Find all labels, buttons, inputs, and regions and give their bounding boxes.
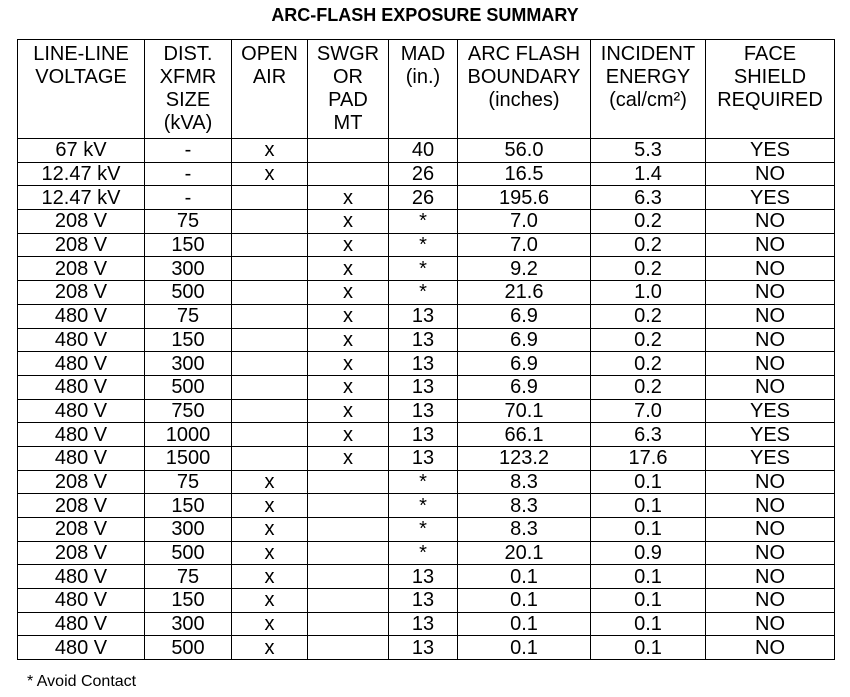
- cell-mad: 13: [389, 328, 458, 352]
- cell-swgr-pad-mt: [308, 494, 389, 518]
- cell-xfmr-size: 150: [145, 589, 232, 613]
- cell-arc-flash-boundary: 7.0: [458, 210, 591, 234]
- header-line: (inches): [488, 89, 560, 111]
- cell-mad: 13: [389, 423, 458, 447]
- cell-open-air: [232, 352, 308, 376]
- cell-voltage: 12.47 kV: [18, 186, 145, 210]
- cell-swgr-pad-mt: [308, 518, 389, 542]
- cell-incident-energy: 0.1: [591, 589, 706, 613]
- cell-swgr-pad-mt: x: [308, 233, 389, 257]
- cell-xfmr-size: 1000: [145, 423, 232, 447]
- table-row: [18, 186, 835, 210]
- cell-voltage: 480 V: [18, 375, 145, 399]
- header-row: [18, 40, 835, 139]
- column-header-swgr-pad-mt: [308, 40, 389, 139]
- table-row: [18, 446, 835, 470]
- cell-xfmr-size: 150: [145, 494, 232, 518]
- cell-face-shield: NO: [706, 470, 835, 494]
- cell-mad: *: [389, 470, 458, 494]
- table-row: [18, 589, 835, 613]
- cell-voltage: 480 V: [18, 589, 145, 613]
- cell-swgr-pad-mt: x: [308, 399, 389, 423]
- cell-xfmr-size: -: [145, 139, 232, 163]
- cell-arc-flash-boundary: 56.0: [458, 139, 591, 163]
- cell-voltage: 480 V: [18, 636, 145, 660]
- cell-mad: *: [389, 233, 458, 257]
- table-row: [18, 328, 835, 352]
- cell-voltage: 67 kV: [18, 139, 145, 163]
- footnote: * Avoid Contact: [27, 673, 137, 690]
- cell-open-air: [232, 233, 308, 257]
- cell-swgr-pad-mt: [308, 139, 389, 163]
- cell-arc-flash-boundary: 20.1: [458, 541, 591, 565]
- table-row: [18, 636, 835, 660]
- cell-incident-energy: 0.9: [591, 541, 706, 565]
- arc-flash-table: [17, 39, 835, 660]
- cell-swgr-pad-mt: x: [308, 304, 389, 328]
- cell-incident-energy: 0.2: [591, 257, 706, 281]
- header-line: OPEN: [241, 43, 298, 65]
- cell-open-air: x: [232, 470, 308, 494]
- cell-swgr-pad-mt: x: [308, 446, 389, 470]
- header-line: INCIDENT: [600, 43, 696, 65]
- cell-voltage: 208 V: [18, 210, 145, 234]
- cell-voltage: 208 V: [18, 257, 145, 281]
- cell-xfmr-size: 75: [145, 470, 232, 494]
- cell-swgr-pad-mt: [308, 589, 389, 613]
- cell-swgr-pad-mt: x: [308, 210, 389, 234]
- cell-face-shield: YES: [706, 399, 835, 423]
- cell-incident-energy: 0.1: [591, 518, 706, 542]
- header-line: SWGR: [316, 43, 380, 65]
- cell-open-air: x: [232, 541, 308, 565]
- cell-open-air: x: [232, 565, 308, 589]
- cell-arc-flash-boundary: 66.1: [458, 423, 591, 447]
- header-line: REQUIRED: [717, 89, 823, 111]
- cell-mad: 13: [389, 565, 458, 589]
- cell-swgr-pad-mt: x: [308, 423, 389, 447]
- cell-open-air: [232, 304, 308, 328]
- header-line: OR: [333, 66, 363, 88]
- cell-mad: *: [389, 518, 458, 542]
- cell-open-air: [232, 399, 308, 423]
- cell-xfmr-size: 750: [145, 399, 232, 423]
- table-row: [18, 257, 835, 281]
- cell-incident-energy: 5.3: [591, 139, 706, 163]
- cell-voltage: 480 V: [18, 304, 145, 328]
- cell-voltage: 208 V: [18, 518, 145, 542]
- table-row: [18, 541, 835, 565]
- header-line: ENERGY: [605, 66, 691, 88]
- cell-open-air: x: [232, 162, 308, 186]
- cell-swgr-pad-mt: [308, 612, 389, 636]
- cell-xfmr-size: 500: [145, 281, 232, 305]
- column-header-voltage: [18, 40, 145, 139]
- cell-voltage: 480 V: [18, 399, 145, 423]
- header-line: DIST.: [163, 43, 213, 65]
- cell-incident-energy: 0.2: [591, 328, 706, 352]
- cell-arc-flash-boundary: 6.9: [458, 328, 591, 352]
- cell-incident-energy: 0.1: [591, 494, 706, 518]
- header-line: PAD: [328, 89, 368, 111]
- cell-mad: 40: [389, 139, 458, 163]
- cell-face-shield: YES: [706, 186, 835, 210]
- cell-voltage: 480 V: [18, 352, 145, 376]
- cell-incident-energy: 0.1: [591, 470, 706, 494]
- cell-open-air: x: [232, 589, 308, 613]
- cell-xfmr-size: 1500: [145, 446, 232, 470]
- cell-face-shield: NO: [706, 233, 835, 257]
- cell-face-shield: NO: [706, 281, 835, 305]
- cell-voltage: 480 V: [18, 612, 145, 636]
- cell-face-shield: YES: [706, 446, 835, 470]
- cell-incident-energy: 0.1: [591, 565, 706, 589]
- column-header-open-air: [232, 40, 308, 139]
- cell-mad: *: [389, 494, 458, 518]
- cell-incident-energy: 0.2: [591, 304, 706, 328]
- cell-incident-energy: 17.6: [591, 446, 706, 470]
- cell-xfmr-size: 500: [145, 375, 232, 399]
- cell-mad: 13: [389, 375, 458, 399]
- header-line: (kVA): [163, 112, 213, 134]
- table-body: [18, 139, 835, 660]
- cell-face-shield: NO: [706, 612, 835, 636]
- cell-open-air: x: [232, 139, 308, 163]
- cell-mad: 26: [389, 186, 458, 210]
- table-row: [18, 399, 835, 423]
- cell-face-shield: NO: [706, 304, 835, 328]
- cell-voltage: 208 V: [18, 470, 145, 494]
- table-row: [18, 375, 835, 399]
- cell-xfmr-size: 75: [145, 304, 232, 328]
- cell-mad: 13: [389, 589, 458, 613]
- cell-xfmr-size: 150: [145, 328, 232, 352]
- table-row: [18, 162, 835, 186]
- header-line: SIZE: [165, 89, 211, 111]
- cell-mad: 26: [389, 162, 458, 186]
- cell-voltage: 480 V: [18, 328, 145, 352]
- cell-arc-flash-boundary: 0.1: [458, 636, 591, 660]
- cell-face-shield: NO: [706, 541, 835, 565]
- cell-swgr-pad-mt: x: [308, 281, 389, 305]
- cell-arc-flash-boundary: 0.1: [458, 589, 591, 613]
- header-line: LINE-LINE: [33, 43, 129, 65]
- cell-xfmr-size: 500: [145, 636, 232, 660]
- cell-xfmr-size: 75: [145, 210, 232, 234]
- cell-mad: *: [389, 210, 458, 234]
- column-header-face-shield: [706, 40, 835, 139]
- cell-xfmr-size: 300: [145, 518, 232, 542]
- table-row: [18, 423, 835, 447]
- cell-open-air: x: [232, 494, 308, 518]
- column-header-incident-energy: [591, 40, 706, 139]
- cell-swgr-pad-mt: x: [308, 328, 389, 352]
- cell-incident-energy: 0.2: [591, 233, 706, 257]
- table-row: [18, 612, 835, 636]
- cell-arc-flash-boundary: 6.9: [458, 375, 591, 399]
- header-line: ARC FLASH: [467, 43, 581, 65]
- cell-swgr-pad-mt: [308, 162, 389, 186]
- table-row: [18, 233, 835, 257]
- cell-arc-flash-boundary: 0.1: [458, 565, 591, 589]
- cell-arc-flash-boundary: 8.3: [458, 494, 591, 518]
- cell-face-shield: NO: [706, 636, 835, 660]
- cell-open-air: [232, 375, 308, 399]
- column-header-xfmr-size: [145, 40, 232, 139]
- cell-face-shield: NO: [706, 494, 835, 518]
- cell-open-air: [232, 257, 308, 281]
- cell-voltage: 208 V: [18, 233, 145, 257]
- table-row: [18, 470, 835, 494]
- cell-swgr-pad-mt: [308, 565, 389, 589]
- table-row: [18, 494, 835, 518]
- cell-face-shield: NO: [706, 257, 835, 281]
- cell-swgr-pad-mt: x: [308, 352, 389, 376]
- cell-incident-energy: 0.1: [591, 636, 706, 660]
- cell-incident-energy: 0.2: [591, 352, 706, 376]
- cell-arc-flash-boundary: 8.3: [458, 518, 591, 542]
- cell-face-shield: NO: [706, 518, 835, 542]
- cell-incident-energy: 6.3: [591, 186, 706, 210]
- cell-voltage: 480 V: [18, 565, 145, 589]
- cell-swgr-pad-mt: [308, 541, 389, 565]
- cell-arc-flash-boundary: 195.6: [458, 186, 591, 210]
- cell-xfmr-size: 300: [145, 257, 232, 281]
- cell-xfmr-size: 300: [145, 612, 232, 636]
- header-line: MAD: [400, 43, 446, 65]
- cell-mad: 13: [389, 446, 458, 470]
- cell-mad: *: [389, 257, 458, 281]
- cell-mad: *: [389, 281, 458, 305]
- cell-arc-flash-boundary: 70.1: [458, 399, 591, 423]
- column-header-arc-flash-boundary: [458, 40, 591, 139]
- cell-xfmr-size: -: [145, 162, 232, 186]
- cell-open-air: x: [232, 612, 308, 636]
- cell-open-air: [232, 423, 308, 447]
- cell-arc-flash-boundary: 6.9: [458, 304, 591, 328]
- cell-xfmr-size: 150: [145, 233, 232, 257]
- cell-voltage: 12.47 kV: [18, 162, 145, 186]
- header-line: FACE: [743, 43, 797, 65]
- cell-incident-energy: 7.0: [591, 399, 706, 423]
- cell-face-shield: NO: [706, 589, 835, 613]
- cell-xfmr-size: 300: [145, 352, 232, 376]
- cell-mad: 13: [389, 636, 458, 660]
- cell-arc-flash-boundary: 16.5: [458, 162, 591, 186]
- cell-face-shield: NO: [706, 565, 835, 589]
- cell-incident-energy: 1.0: [591, 281, 706, 305]
- cell-arc-flash-boundary: 21.6: [458, 281, 591, 305]
- header-line: AIR: [252, 66, 287, 88]
- header-line: BOUNDARY: [467, 66, 581, 88]
- table-row: [18, 281, 835, 305]
- cell-voltage: 480 V: [18, 446, 145, 470]
- cell-mad: 13: [389, 352, 458, 376]
- cell-arc-flash-boundary: 7.0: [458, 233, 591, 257]
- table-row: [18, 139, 835, 163]
- header-line: SHIELD: [733, 66, 807, 88]
- cell-voltage: 208 V: [18, 494, 145, 518]
- cell-open-air: [232, 328, 308, 352]
- cell-incident-energy: 1.4: [591, 162, 706, 186]
- cell-swgr-pad-mt: x: [308, 186, 389, 210]
- cell-open-air: x: [232, 518, 308, 542]
- cell-swgr-pad-mt: x: [308, 375, 389, 399]
- cell-arc-flash-boundary: 8.3: [458, 470, 591, 494]
- cell-voltage: 208 V: [18, 281, 145, 305]
- cell-face-shield: NO: [706, 375, 835, 399]
- cell-arc-flash-boundary: 9.2: [458, 257, 591, 281]
- cell-swgr-pad-mt: [308, 470, 389, 494]
- cell-mad: *: [389, 541, 458, 565]
- cell-open-air: [232, 210, 308, 234]
- column-header-mad: [389, 40, 458, 139]
- table-row: [18, 352, 835, 376]
- cell-mad: 13: [389, 399, 458, 423]
- cell-swgr-pad-mt: [308, 636, 389, 660]
- cell-face-shield: NO: [706, 162, 835, 186]
- cell-face-shield: YES: [706, 423, 835, 447]
- cell-open-air: [232, 281, 308, 305]
- cell-mad: 13: [389, 304, 458, 328]
- cell-face-shield: NO: [706, 210, 835, 234]
- cell-incident-energy: 0.1: [591, 612, 706, 636]
- cell-arc-flash-boundary: 0.1: [458, 612, 591, 636]
- cell-face-shield: YES: [706, 139, 835, 163]
- cell-voltage: 208 V: [18, 541, 145, 565]
- page-title: ARC-FLASH EXPOSURE SUMMARY: [271, 5, 579, 25]
- cell-swgr-pad-mt: x: [308, 257, 389, 281]
- cell-arc-flash-boundary: 6.9: [458, 352, 591, 376]
- cell-xfmr-size: -: [145, 186, 232, 210]
- cell-mad: 13: [389, 612, 458, 636]
- cell-face-shield: NO: [706, 352, 835, 376]
- header-line: (cal/cm²): [609, 89, 687, 111]
- cell-open-air: x: [232, 636, 308, 660]
- header-line: XFMR: [159, 66, 217, 88]
- table-row: [18, 565, 835, 589]
- cell-open-air: [232, 186, 308, 210]
- cell-open-air: [232, 446, 308, 470]
- table-row: [18, 210, 835, 234]
- cell-voltage: 480 V: [18, 423, 145, 447]
- cell-xfmr-size: 500: [145, 541, 232, 565]
- table-row: [18, 518, 835, 542]
- cell-xfmr-size: 75: [145, 565, 232, 589]
- cell-face-shield: NO: [706, 328, 835, 352]
- header-line: (in.): [405, 66, 441, 88]
- cell-arc-flash-boundary: 123.2: [458, 446, 591, 470]
- cell-incident-energy: 0.2: [591, 210, 706, 234]
- table-row: [18, 304, 835, 328]
- header-line: MT: [333, 112, 363, 134]
- header-line: VOLTAGE: [35, 66, 127, 88]
- cell-incident-energy: 6.3: [591, 423, 706, 447]
- cell-incident-energy: 0.2: [591, 375, 706, 399]
